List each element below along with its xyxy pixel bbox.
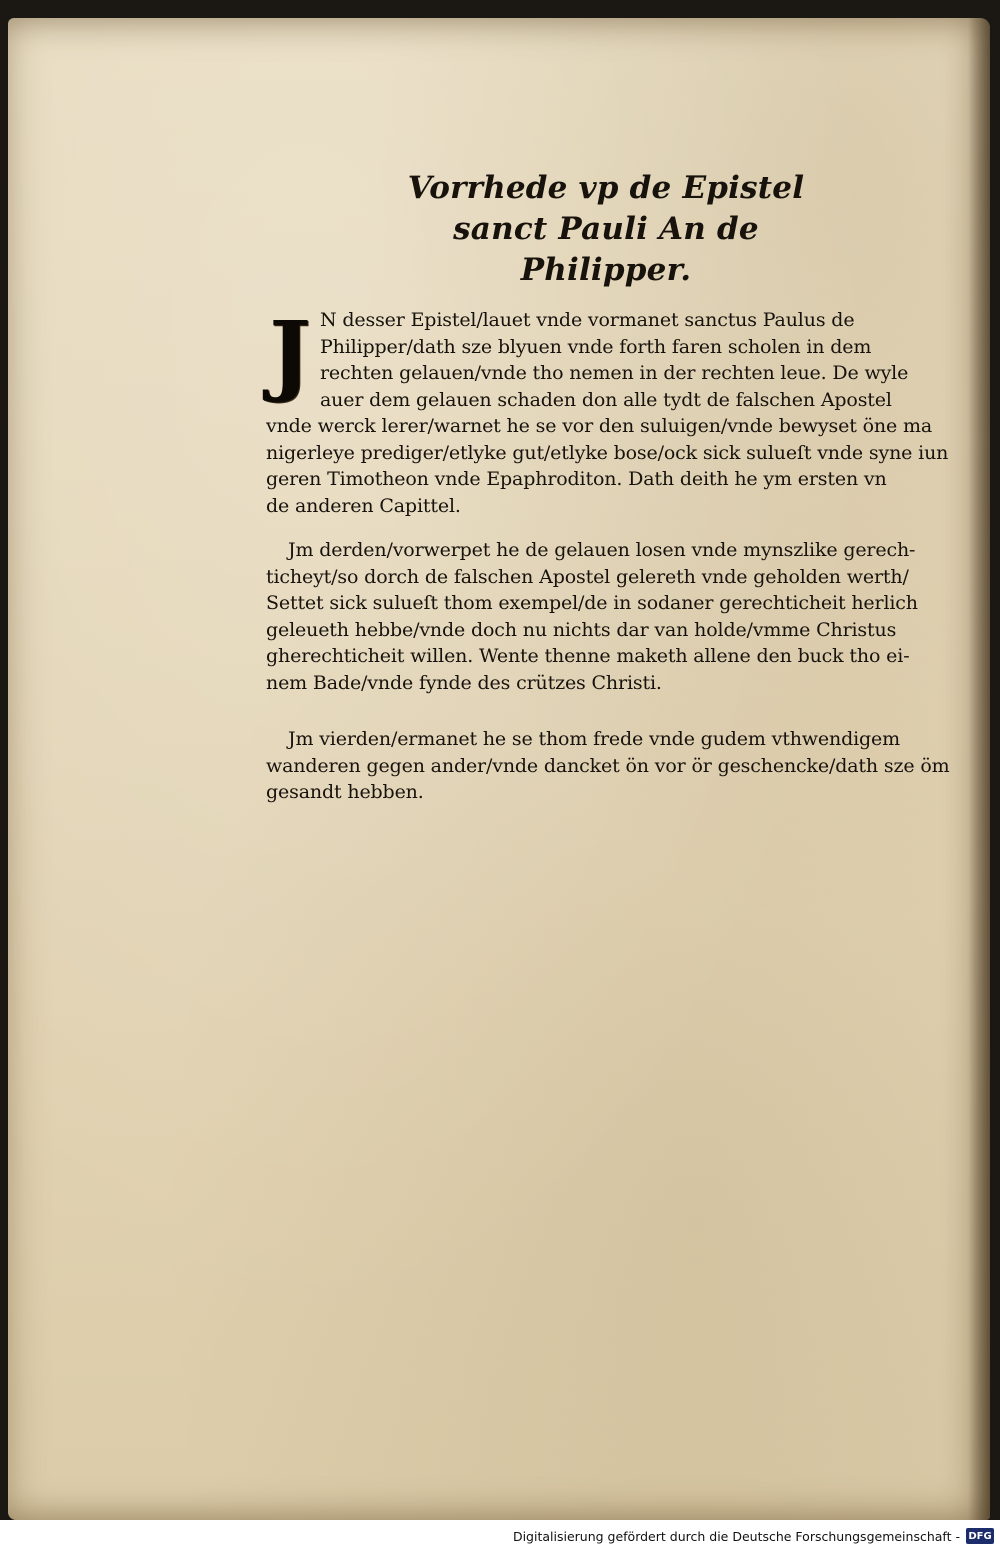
- decorated-initial: J: [269, 301, 311, 405]
- text-line: nem Bade/vnde fynde des crützes Christi.: [266, 671, 662, 694]
- text-line: wanderen gegen ander/vnde dancket ön vor ör geschencke/dath sze öm: [266, 754, 950, 777]
- page-content: [266, 168, 950, 806]
- title-line: Vorrhede vp de Epistel: [407, 170, 805, 206]
- text-line: gesandt hebben.: [266, 781, 424, 803]
- title-line: Philipper.: [520, 252, 692, 288]
- dfg-logo-icon: DFG: [966, 1528, 994, 1544]
- text-line: geleueth hebbe/vnde doch nu nichts dar van holde/vmme Christus: [266, 618, 897, 641]
- text-line: geren Timotheon vnde Epaphroditon. Dath deith he ym ersten vn: [266, 468, 887, 490]
- title-line: sanct Pauli An de: [453, 211, 759, 247]
- text-line: nigerleye prediger/etlyke gut/etlyke bose/ock sick sulueſt vnde syne iun: [266, 441, 949, 464]
- paragraph-2: [266, 537, 946, 696]
- paragraph-3: [266, 726, 950, 806]
- page-title: [266, 168, 946, 291]
- text-line: rechten gelauen/vnde tho nemen in der rechten leue. De wyle: [320, 362, 909, 384]
- book-page: [8, 18, 990, 1520]
- page-gutter-shadow: [968, 18, 990, 1520]
- text-line: N desser Epistel/lauet vnde vormanet sanctus Paulus de: [320, 309, 855, 331]
- text-line: de anderen Capittel.: [266, 494, 461, 517]
- text-line: Philipper/dath sze blyuen vnde forth faren scholen in dem: [320, 335, 872, 358]
- text-line: gherechticheit willen. Wente thenne maketh allene den buck tho ei-: [266, 645, 910, 667]
- text-line: vnde werck lerer/warnet he se vor den suluigen/vnde bewyset öne ma: [266, 415, 933, 437]
- funding-notice: Digitalisierung gefördert durch die Deutsche Forschungsgemeinschaft -: [512, 1529, 960, 1544]
- paragraph-1: [266, 301, 949, 519]
- text-line: auer dem gelauen schaden don alle tydt de falschen Apostel: [320, 388, 892, 411]
- text-line: ticheyt/so dorch de falschen Apostel gelereth vnde geholden werth/: [266, 565, 909, 588]
- text-line: Settet sick sulueſt thom exempel/de in sodaner gerechticheit herlich: [266, 592, 918, 614]
- text-line: Jm vierden/ermanet he se thom frede vnde gudem vthwendigem: [288, 728, 901, 750]
- text-line: Jm derden/vorwerpet he de gelauen losen vnde mynszlike gerech-: [288, 539, 916, 561]
- footer-bar: [0, 1520, 1000, 1555]
